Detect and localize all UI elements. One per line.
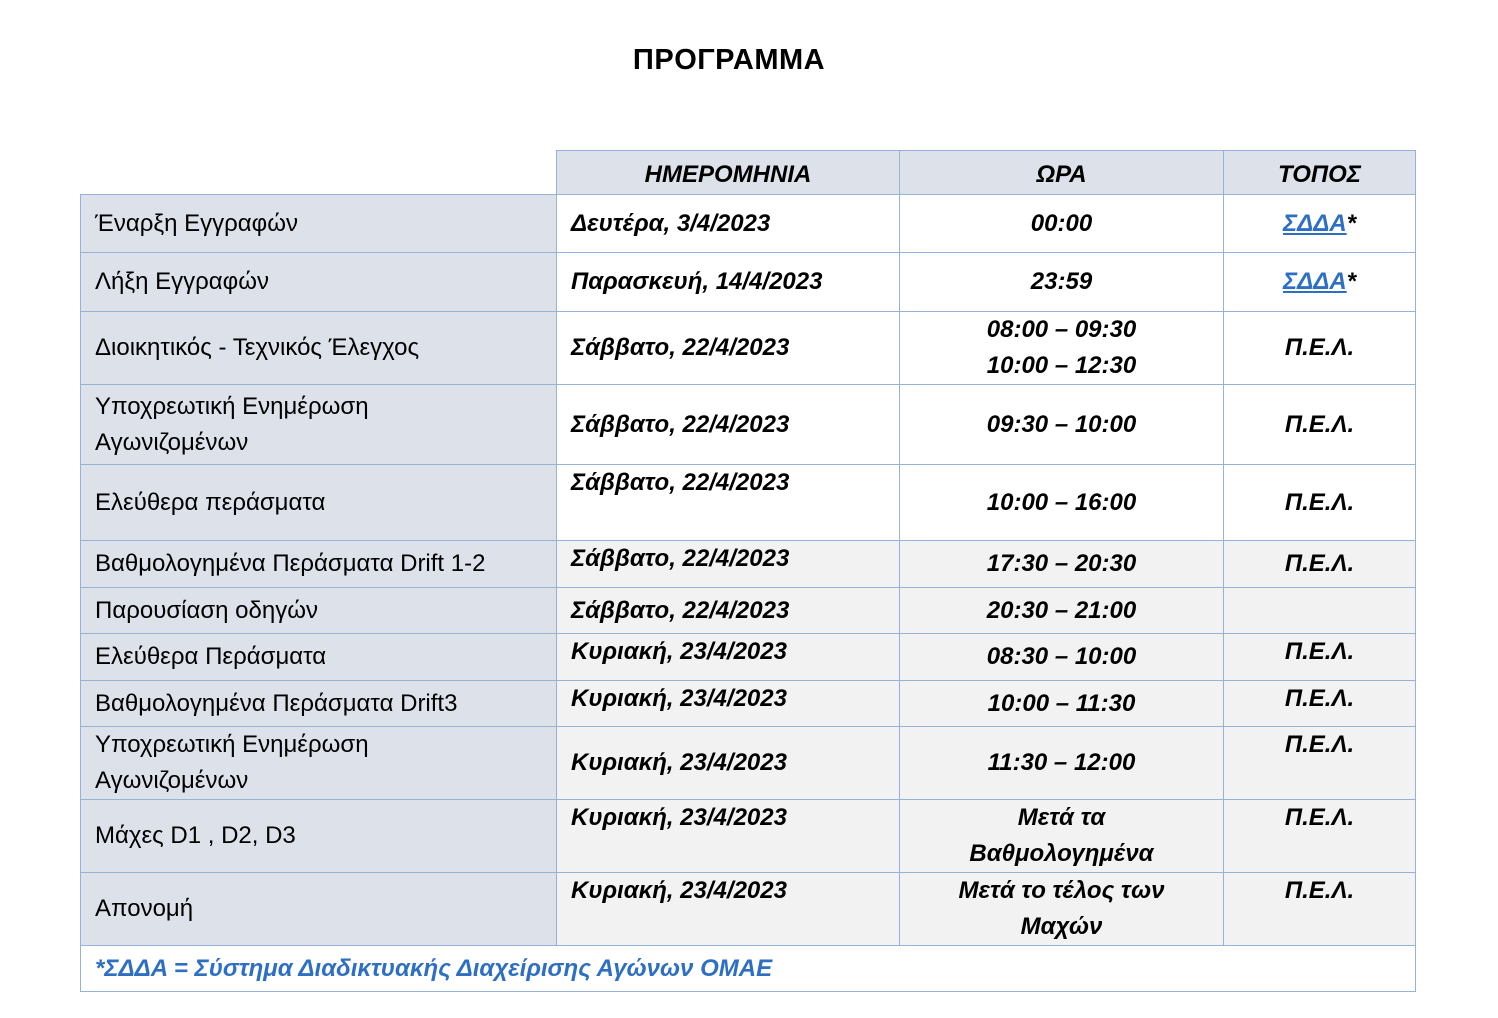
place-cell: Π.Ε.Λ.	[1224, 727, 1416, 800]
event-cell: Βαθμολογημένα Περάσματα Drift 1-2	[81, 541, 557, 588]
event-cell	[81, 385, 557, 465]
place-cell	[1224, 253, 1416, 312]
header-date: ΗΜΕΡΟΜΗΝΙΑ	[557, 151, 900, 195]
footnote: *ΣΔΔΑ = Σύστημα Διαδικτυακής Διαχείρισης Αγώνων ΟΜΑΕ	[81, 946, 1416, 992]
table-row	[81, 312, 1416, 385]
time-cell	[900, 800, 1224, 873]
event-line: Υποχρεωτική Ενημέρωση	[95, 731, 369, 758]
date-cell: Δευτέρα, 3/4/2023	[557, 195, 900, 253]
place-cell: Π.Ε.Λ.	[1224, 385, 1416, 465]
sdda-link[interactable]: ΣΔΔΑ	[1282, 209, 1347, 237]
date-cell: Σάββατο, 22/4/2023	[557, 465, 900, 541]
date-cell: Σάββατο, 22/4/2023	[557, 385, 900, 465]
event-cell: Βαθμολογημένα Περάσματα Drift3	[81, 681, 557, 727]
event-cell: Διοικητικός - Τεχνικός Έλεγχος	[81, 312, 557, 385]
event-cell: Παρουσίαση οδηγών	[81, 588, 557, 634]
place-cell: Π.Ε.Λ.	[1224, 800, 1416, 873]
event-cell: Απονομή	[81, 873, 557, 946]
header-place: ΤΟΠΟΣ	[1224, 151, 1416, 195]
event-cell: Λήξη Εγγραφών	[81, 253, 557, 312]
event-line: Υποχρεωτική Ενημέρωση	[95, 392, 369, 420]
event-cell: Ελεύθερα περάσματα	[81, 465, 557, 541]
table-row	[81, 588, 1416, 634]
place-cell: Π.Ε.Λ.	[1224, 312, 1416, 385]
place-cell: Π.Ε.Λ.	[1224, 465, 1416, 541]
date-cell: Κυριακή, 23/4/2023	[557, 800, 900, 873]
time-cell: 08:30 – 10:00	[900, 634, 1224, 681]
date-cell: Κυριακή, 23/4/2023	[557, 727, 900, 800]
schedule-table	[80, 150, 1416, 992]
date-cell: Κυριακή, 23/4/2023	[557, 681, 900, 727]
page-title: ΠΡΟΓΡΑΜΜΑ	[632, 44, 826, 76]
time-cell: 11:30 – 12:00	[900, 727, 1224, 800]
time-line: Μαχών	[1020, 913, 1103, 940]
header-time: ΩΡΑ	[900, 151, 1224, 195]
time-cell: 09:30 – 10:00	[900, 385, 1224, 465]
table-row	[81, 541, 1416, 588]
asterisk: *	[1346, 209, 1357, 237]
table-row	[81, 385, 1416, 465]
time-cell: 00:00	[900, 195, 1224, 253]
event-cell: Ελεύθερα Περάσματα	[81, 634, 557, 681]
table-row	[81, 465, 1416, 541]
table-row	[81, 800, 1416, 873]
time-cell: 10:00 – 16:00	[900, 465, 1224, 541]
place-cell: Π.Ε.Λ.	[1224, 873, 1416, 946]
time-cell	[900, 312, 1224, 385]
time-line: 08:00 – 09:30	[986, 316, 1137, 343]
header-row	[81, 151, 1416, 195]
date-cell: Σάββατο, 22/4/2023	[557, 312, 900, 385]
event-cell	[81, 727, 557, 800]
place-cell	[1224, 195, 1416, 253]
date-cell: Σάββατο, 22/4/2023	[557, 541, 900, 588]
header-blank-cell	[81, 151, 557, 195]
time-cell: 23:59	[900, 253, 1224, 312]
time-line: 10:00 – 12:30	[986, 352, 1137, 379]
table-row	[81, 253, 1416, 312]
date-cell: Παρασκευή, 14/4/2023	[557, 253, 900, 312]
place-cell	[1224, 588, 1416, 634]
time-line: Μετά το τέλος των	[958, 877, 1165, 904]
table-row	[81, 195, 1416, 253]
place-cell: Π.Ε.Λ.	[1224, 634, 1416, 681]
place-cell: Π.Ε.Λ.	[1224, 541, 1416, 588]
footnote-row	[81, 946, 1416, 992]
time-cell	[900, 873, 1224, 946]
date-cell: Κυριακή, 23/4/2023	[557, 873, 900, 946]
table-row	[81, 681, 1416, 727]
date-cell: Σάββατο, 22/4/2023	[557, 588, 900, 634]
event-cell: Έναρξη Εγγραφών	[81, 195, 557, 253]
time-cell: 17:30 – 20:30	[900, 541, 1224, 588]
time-cell: 10:00 – 11:30	[900, 681, 1224, 727]
table-row	[81, 634, 1416, 681]
event-line: Αγωνιζομένων	[95, 428, 249, 456]
place-cell: Π.Ε.Λ.	[1224, 681, 1416, 727]
time-line: Μετά τα	[1017, 804, 1106, 831]
table-row	[81, 873, 1416, 946]
sdda-link[interactable]: ΣΔΔΑ	[1282, 268, 1347, 295]
time-cell: 20:30 – 21:00	[900, 588, 1224, 634]
asterisk: *	[1346, 268, 1357, 295]
event-line: Αγωνιζομένων	[95, 767, 249, 794]
table-row	[81, 727, 1416, 800]
event-cell: Μάχες D1 , D2, D3	[81, 800, 557, 873]
time-line: Βαθμολογημένα	[969, 840, 1154, 867]
date-cell: Κυριακή, 23/4/2023	[557, 634, 900, 681]
